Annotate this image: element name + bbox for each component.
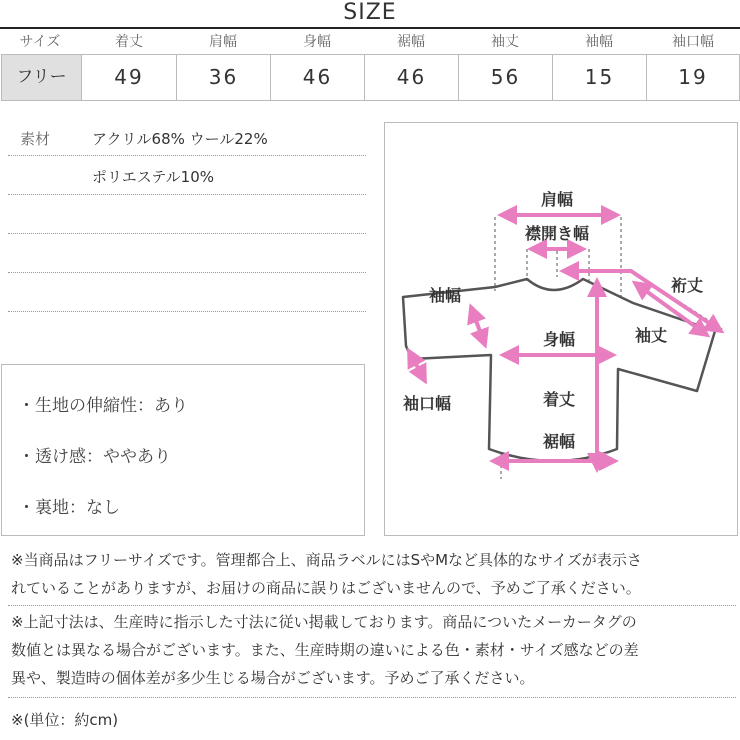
property-stretch: ・生地の伸縮性：あり <box>18 396 188 416</box>
fabric-properties-box <box>1 364 365 536</box>
header-hem-width: 裾幅 <box>397 34 425 50</box>
material-divider <box>8 233 366 234</box>
unit-note: ※(単位：約cm) <box>11 711 119 729</box>
header-sleeve-width: 袖幅 <box>585 34 613 50</box>
material-label: 素材 <box>20 130 51 148</box>
material-divider <box>8 311 366 312</box>
label-body-width: 身幅 <box>542 330 576 349</box>
note-measurement-line-3: 異や、製造時の個体差が多少生じる場合がございます。予めご了承ください。 <box>11 669 535 687</box>
label-sleeve-width: 袖幅 <box>428 286 462 305</box>
sleeve-width-arrow <box>471 307 485 345</box>
size-title: SIZE <box>343 0 397 25</box>
material-divider <box>8 194 366 195</box>
title-divider <box>0 27 740 29</box>
label-cuff-width: 袖口幅 <box>402 394 452 413</box>
material-line-1: アクリル68% ウール22% <box>92 130 268 148</box>
note-measurement-line-1: ※上記寸法は、生産時に指示した寸法に従い掲載しております。商品についたメーカータグの <box>11 613 637 631</box>
label-sleeve-length: 袖丈 <box>634 326 668 345</box>
label-neck-width: 襟開き幅 <box>524 224 590 243</box>
label-hem-width: 裾幅 <box>542 432 576 451</box>
label-shoulder-width: 肩幅 <box>540 190 574 209</box>
note-free-size-line-2: れていることがありますが、お届けの商品に誤りはございませんので、予めご了承ください。 <box>11 579 641 597</box>
header-sleeve-length: 袖丈 <box>491 34 519 50</box>
measurement-diagram <box>384 122 738 536</box>
material-divider <box>8 155 366 156</box>
value-body-width: 46 <box>270 54 365 101</box>
header-cuff-width: 袖口幅 <box>672 34 714 50</box>
value-hem-width: 46 <box>364 54 459 101</box>
label-length: 着丈 <box>542 390 576 409</box>
notes-divider <box>8 697 736 698</box>
note-measurement-line-2: 数値とは異なる場合がございます。また、生産時期の違いによる色・素材・サイズ感などの差 <box>11 641 639 659</box>
header-length: 着丈 <box>115 34 143 50</box>
value-shoulder-width: 36 <box>176 54 271 101</box>
header-shoulder-width: 肩幅 <box>209 34 237 50</box>
material-divider <box>8 272 366 273</box>
header-size: サイズ <box>19 34 61 50</box>
property-sheerness: ・透け感：ややあり <box>18 447 171 467</box>
material-line-2: ポリエステル10% <box>92 168 214 186</box>
value-cuff-width: 19 <box>646 54 740 101</box>
label-yuki-length: 裄丈 <box>670 276 704 295</box>
value-sleeve-length: 56 <box>458 54 553 101</box>
cuff-width-arrow <box>409 351 425 381</box>
notes-divider <box>8 605 736 606</box>
value-sleeve-width: 15 <box>552 54 647 101</box>
garment-diagram-svg <box>385 123 737 535</box>
property-lining: ・裏地：なし <box>18 498 120 518</box>
value-length: 49 <box>81 54 177 101</box>
note-free-size-line-1: ※当商品はフリーサイズです。管理都合上、商品ラベルにはSやMなど具体的なサイズが表示さ <box>11 551 642 569</box>
size-cell-free: フリー <box>1 54 82 101</box>
header-body-width: 身幅 <box>303 34 331 50</box>
